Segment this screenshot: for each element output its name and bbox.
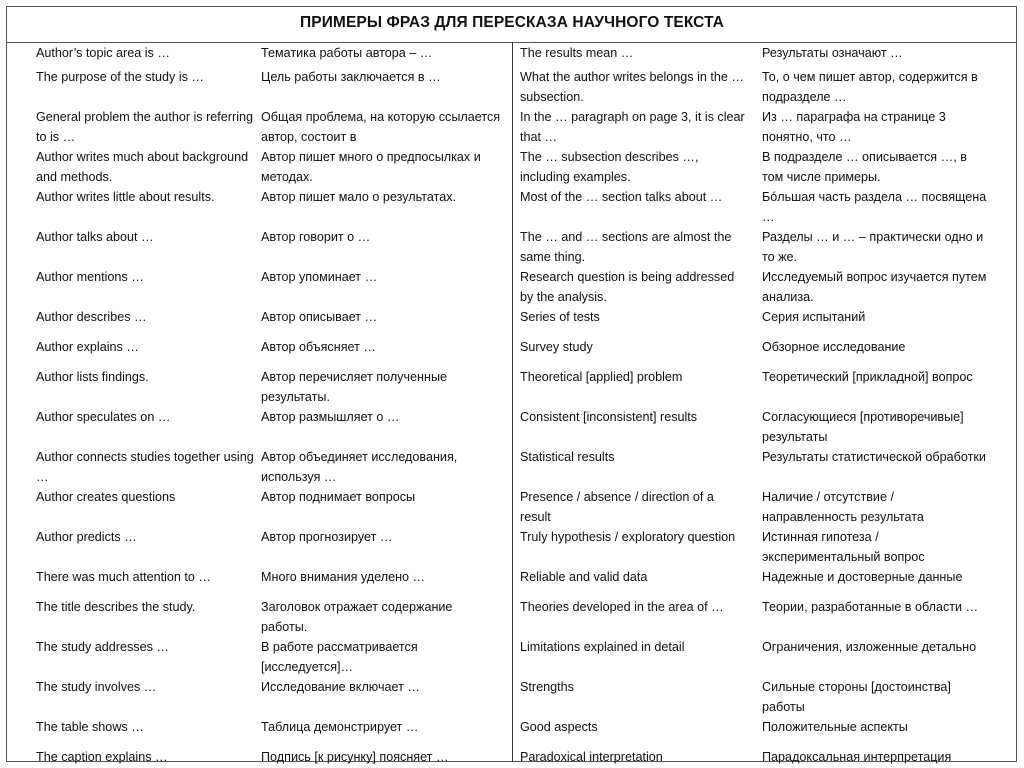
phrase-text: Много внимания уделено … xyxy=(261,570,426,584)
phrase-cell xyxy=(762,597,990,617)
phrase-cell xyxy=(261,267,501,287)
phrase-text: Author’s topic area is … xyxy=(36,46,170,60)
phrase-cell xyxy=(762,677,990,717)
phrase-text: Истинная гипотеза / экспериментальный вопрос xyxy=(762,530,925,564)
phrase-text: Truly hypothesis / exploratory question xyxy=(520,530,736,544)
phrase-cell xyxy=(261,67,501,87)
phrase-text: The study involves … xyxy=(36,680,157,694)
phrase-text: Теории, разработанные в области … xyxy=(762,600,979,614)
phrase-cell xyxy=(520,107,746,147)
phrase-cell xyxy=(36,407,254,427)
phrase-cell xyxy=(261,337,501,357)
column-left-russian xyxy=(261,43,501,762)
phrase-cell xyxy=(762,567,990,587)
phrase-cell xyxy=(261,527,501,547)
phrase-cell xyxy=(520,717,746,737)
phrase-text: Theoretical [applied] problem xyxy=(520,370,683,384)
phrase-text: The title describes the study. xyxy=(36,600,196,614)
phrase-text: Автор объясняет … xyxy=(261,340,376,354)
phrase-cell xyxy=(261,567,501,587)
phrase-cell xyxy=(520,747,746,767)
column-right-english xyxy=(520,43,746,762)
phrase-cell xyxy=(520,367,746,387)
phrase-text: Author mentions … xyxy=(36,270,144,284)
phrase-text: Author creates questions xyxy=(36,490,176,504)
column-divider xyxy=(512,42,513,762)
phrase-text: Survey study xyxy=(520,340,593,354)
phrase-text: Серия испытаний xyxy=(762,310,866,324)
phrase-cell xyxy=(36,597,254,617)
phrase-text: What the author writes belongs in the … subsection. xyxy=(520,70,745,104)
phrase-cell xyxy=(762,527,990,567)
phrase-text: The table shows … xyxy=(36,720,144,734)
phrase-text: The purpose of the study is … xyxy=(36,70,205,84)
phrase-cell xyxy=(36,717,254,737)
phrase-text: В работе рассматривается [исследуется]… xyxy=(261,640,418,674)
phrase-text: Author speculates on … xyxy=(36,410,171,424)
phrase-text: Limitations explained in detail xyxy=(520,640,685,654)
phrase-text: Подпись [к рисунку] поясняет … xyxy=(261,750,449,764)
phrase-cell xyxy=(520,677,746,697)
phrase-cell xyxy=(520,567,746,587)
phrase-text: Paradoxical interpretation xyxy=(520,750,663,764)
phrase-cell xyxy=(36,367,254,387)
phrase-text: Исследование включает … xyxy=(261,680,420,694)
phrase-cell xyxy=(520,407,746,427)
phrase-text: Надежные и достоверные данные xyxy=(762,570,963,584)
phrase-cell xyxy=(520,337,746,357)
phrase-text: The … subsection describes …, including examples. xyxy=(520,150,699,184)
phrase-cell xyxy=(762,747,990,767)
phrase-cell xyxy=(762,447,990,467)
phrase-text: Бóльшая часть раздела … посвящена … xyxy=(762,190,987,224)
phrase-cell xyxy=(36,147,254,187)
phrase-cell xyxy=(520,597,746,617)
phrase-text: Результаты означают … xyxy=(762,46,903,60)
phrase-cell xyxy=(36,307,254,327)
phrase-cell xyxy=(36,637,254,657)
phrase-cell xyxy=(762,307,990,327)
phrase-text: There was much attention to … xyxy=(36,570,211,584)
phrase-text: Strengths xyxy=(520,680,574,694)
phrase-cell xyxy=(261,487,501,507)
phrase-cell xyxy=(36,107,254,147)
phrase-text: Theories developed in the area of … xyxy=(520,600,724,614)
phrase-text: Most of the … section talks about … xyxy=(520,190,723,204)
phrase-text: General problem the author is referring to is … xyxy=(36,110,254,144)
phrase-cell xyxy=(520,187,746,207)
phrase-text: Автор пишет много о предпосылках и методах. xyxy=(261,150,481,184)
phrase-text: Обзорное исследование xyxy=(762,340,906,354)
phrase-cell xyxy=(36,337,254,357)
phrase-cell xyxy=(520,487,746,527)
phrase-cell xyxy=(261,597,501,637)
phrase-cell xyxy=(261,407,501,427)
phrase-text: Author lists findings. xyxy=(36,370,149,384)
phrase-text: Автор говорит о … xyxy=(261,230,371,244)
page-title: ПРИМЕРЫ ФРАЗ ДЛЯ ПЕРЕСКАЗА НАУЧНОГО ТЕКСТА xyxy=(300,14,724,31)
phrase-text: Series of tests xyxy=(520,310,600,324)
phrase-cell xyxy=(520,447,746,467)
phrase-cell xyxy=(261,307,501,327)
phrase-text: Парадоксальная интерпретация xyxy=(762,750,952,764)
phrase-cell xyxy=(261,107,501,147)
phrase-text: Общая проблема, на которую ссылается автор, состоит в xyxy=(261,110,501,144)
phrase-cell xyxy=(762,637,990,657)
phrase-cell xyxy=(762,337,990,357)
phrase-cell xyxy=(36,267,254,287)
phrase-text: Тематика работы автора – … xyxy=(261,46,433,60)
phrase-text: Statistical results xyxy=(520,450,615,464)
phrase-cell xyxy=(36,567,254,587)
phrase-text: Сильные стороны [достоинства] работы xyxy=(762,680,951,714)
phrase-text: Автор прогнозирует … xyxy=(261,530,393,544)
phrase-text: Author predicts … xyxy=(36,530,137,544)
phrase-cell xyxy=(520,637,746,657)
phrase-cell xyxy=(762,407,990,447)
phrase-cell xyxy=(762,43,990,63)
phrase-cell xyxy=(261,717,501,737)
phrase-cell xyxy=(261,677,501,697)
phrase-cell xyxy=(762,147,990,187)
phrase-cell xyxy=(762,227,990,267)
phrase-text: Согласующиеся [противоречивые] результаты xyxy=(762,410,964,444)
phrase-cell xyxy=(762,267,990,307)
phrase-text: Consistent [inconsistent] results xyxy=(520,410,698,424)
phrase-cell xyxy=(520,307,746,327)
phrase-text: Автор поднимает вопросы xyxy=(261,490,416,504)
phrase-cell xyxy=(36,227,254,247)
phrase-cell xyxy=(36,677,254,697)
phrase-text: Author describes … xyxy=(36,310,147,324)
phrase-text: Наличие / отсутствие / направленность результата xyxy=(762,490,924,524)
phrase-text: Presence / absence / direction of a result xyxy=(520,490,714,524)
phrase-cell xyxy=(520,147,746,187)
phrase-text: Author connects studies together using … xyxy=(36,450,254,484)
phrase-cell xyxy=(261,637,501,677)
phrase-cell xyxy=(36,43,254,63)
phrase-cell xyxy=(36,487,254,507)
phrase-text: The caption explains … xyxy=(36,750,168,764)
phrase-cell xyxy=(520,527,746,547)
phrase-cell xyxy=(261,747,501,767)
phrase-text: The study addresses … xyxy=(36,640,169,654)
phrase-cell xyxy=(261,447,501,487)
phrase-cell xyxy=(762,187,990,227)
phrase-cell xyxy=(520,43,746,63)
phrase-text: Автор упоминает … xyxy=(261,270,378,284)
phrase-cell xyxy=(520,267,746,307)
phrase-text: Положительные аспекты xyxy=(762,720,908,734)
phrase-cell xyxy=(762,487,990,527)
phrase-text: Author talks about … xyxy=(36,230,154,244)
phrase-text: Ограничения, изложенные детально xyxy=(762,640,977,654)
phrase-cell xyxy=(520,227,746,267)
phrase-text: Good aspects xyxy=(520,720,598,734)
phrase-text: Цель работы заключается в … xyxy=(261,70,441,84)
phrase-text: The … and … sections are almost the same thing. xyxy=(520,230,732,264)
phrase-text: Author writes little about results. xyxy=(36,190,215,204)
column-left-english xyxy=(36,43,254,762)
phrase-text: Автор описывает … xyxy=(261,310,378,324)
phrase-text: Теоретический [прикладной] вопрос xyxy=(762,370,973,384)
phrase-text: Заголовок отражает содержание работы. xyxy=(261,600,453,634)
phrase-text: То, о чем пишет автор, содержится в подразделе … xyxy=(762,70,978,104)
phrase-text: Исследуемый вопрос изучается путем анализа. xyxy=(762,270,987,304)
phrase-cell xyxy=(261,227,501,247)
phrase-text: Author explains … xyxy=(36,340,139,354)
phrase-text: Research question is being addressed by the analysis. xyxy=(520,270,735,304)
column-right-russian xyxy=(762,43,990,762)
phrase-text: Автор перечисляет полученные результаты. xyxy=(261,370,447,404)
phrase-cell xyxy=(261,43,501,63)
phrase-text: Разделы … и … – практически одно и то же. xyxy=(762,230,984,264)
phrase-text: In the … paragraph on page 3, it is clear that … xyxy=(520,110,745,144)
phrase-cell xyxy=(261,187,501,207)
phrase-cell xyxy=(520,67,746,107)
phrase-cell xyxy=(261,367,501,407)
phrase-cell xyxy=(36,527,254,547)
phrase-cell xyxy=(261,147,501,187)
phrase-text: Результаты статистической обработки xyxy=(762,450,986,464)
phrase-text: Reliable and valid data xyxy=(520,570,648,584)
phrase-cell xyxy=(762,107,990,147)
phrase-cell xyxy=(762,717,990,737)
phrase-cell xyxy=(36,187,254,207)
phrase-text: В подразделе … описывается …, в том числе примеры. xyxy=(762,150,967,184)
phrase-text: Из … параграфа на странице 3 понятно, что … xyxy=(762,110,946,144)
phrase-cell xyxy=(36,67,254,87)
phrase-text: Автор пишет мало о результатах. xyxy=(261,190,457,204)
phrase-cell xyxy=(36,747,254,767)
phrase-text: Автор размышляет о … xyxy=(261,410,400,424)
phrase-cell xyxy=(762,67,990,107)
phrase-text: Таблица демонстрирует … xyxy=(261,720,419,734)
phrase-cell xyxy=(762,367,990,387)
phrase-text: Author writes much about background and methods. xyxy=(36,150,249,184)
phrase-text: Автор объединяет исследования, используя … xyxy=(261,450,458,484)
phrase-cell xyxy=(36,447,254,487)
phrase-text: The results mean … xyxy=(520,46,634,60)
